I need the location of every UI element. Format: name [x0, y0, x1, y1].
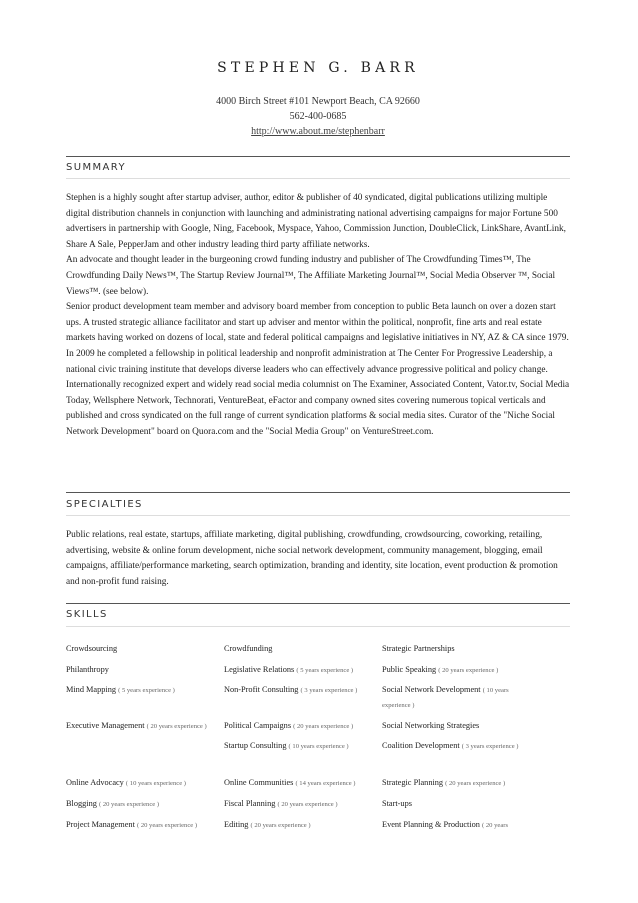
skill-name: Fiscal Planning — [224, 799, 276, 808]
skill-name: Mind Mapping — [66, 685, 117, 694]
skill-item — [66, 776, 222, 791]
skill-name: Project Management — [66, 820, 135, 829]
skill-item — [382, 719, 538, 734]
skill-item — [66, 642, 222, 657]
skill-item — [66, 797, 222, 812]
skill-experience: ( 3 years experience ) — [461, 743, 519, 750]
skill-name: Coalition Development — [382, 741, 460, 750]
skill-name: Online Communities — [224, 778, 294, 787]
section-underline — [66, 626, 570, 627]
skill-experience: ( 20 years experience ) — [146, 723, 207, 730]
skill-item — [224, 663, 380, 678]
skill-item — [224, 776, 380, 791]
phone: 562-400-0685 — [289, 111, 347, 122]
skill-name: Strategic Partnerships — [382, 644, 455, 653]
skill-item — [66, 719, 222, 734]
skill-experience: ( 20 years experience ) — [438, 667, 499, 674]
profile-link[interactable]: http://www.about.me/stephenbarr — [251, 126, 385, 137]
skill-item — [224, 818, 380, 833]
skill-experience: ( 20 years experience ) — [277, 801, 338, 808]
skill-name: Legislative Relations — [224, 665, 295, 674]
section-rule — [66, 603, 570, 604]
section-rule — [66, 492, 570, 493]
skill-experience: ( 14 years experience ) — [295, 780, 356, 787]
skill-name: Non-Profit Consulting — [224, 685, 299, 694]
skill-item — [382, 642, 538, 657]
skill-name: Start-ups — [382, 799, 412, 808]
skill-experience: ( 3 years experience ) — [300, 687, 358, 694]
skill-item — [66, 683, 222, 698]
skill-experience: ( 5 years experience ) — [118, 687, 175, 694]
skill-item — [382, 776, 538, 791]
section-underline — [66, 515, 570, 516]
skill-name: Public Speaking — [382, 665, 437, 674]
skill-name: Editing — [224, 820, 249, 829]
summary-heading: SUMMARY — [66, 162, 126, 173]
skill-name: Social Network Development — [382, 685, 481, 694]
skill-experience: ( 20 years experience ) — [293, 723, 354, 730]
skill-item — [224, 739, 380, 754]
skill-experience: ( 20 years experience ) — [98, 801, 160, 808]
address: 4000 Birch Street #101 Newport Beach, CA 92660 — [216, 96, 420, 107]
skill-name: Online Advocacy — [66, 778, 124, 787]
section-underline — [66, 178, 570, 179]
skill-name: Strategic Planning — [382, 778, 444, 787]
skill-item — [66, 818, 222, 833]
skill-item — [224, 683, 380, 698]
skills-heading: SKILLS — [66, 609, 108, 620]
skill-name: Blogging — [66, 799, 97, 808]
specialties-text: Public relations, real estate, startups, affiliate marketing, digital publishing, crowdfunding, crowdsourcing, coworking, retailing, advertising, website & online forum development, niche social network development, community management, blogging, email campaigns, affiliate/performance marketing, search optimization, branding and identity, site location, event production & promotion and non-profit fund raising. — [66, 530, 558, 587]
skill-name: Crowdfunding — [224, 644, 273, 653]
summary-paragraph: Senior product development team member and advisory board member from conception to public Beta launch on over a dozen start ups. A trusted strategic alliance facilitator and start up adviser and mentor within the political, nonprofit, fine arts and real estate markets having worked on dozens of local, state and federal political campaigns and legislative initiatives in NY, AZ & CA since 1979. In 2009 he completed a fellowship in political leadership and nonprofit administration at The Center For Progressive Leadership, a national civic training institute that develops diverse leaders who can effectively advance progressive political and policy change. — [66, 302, 569, 375]
specialties-heading: SPECIALTIES — [66, 499, 143, 510]
skill-item — [382, 683, 538, 713]
section-rule — [66, 156, 570, 157]
skill-experience: ( 20 years experience ) — [445, 780, 506, 787]
summary-paragraph: Stephen is a highly sought after startup adviser, author, editor & publisher of 40 syndicated, digital publications utilizing multiple digital distribution channels in conjunction with launching and administrating national advertising campaigns for major Fortune 500 advertisers in partnership with Google, Ning, Facebook, Myspace, Yahoo, Commission Junction, DoubleClick, LinkShare, AvantLink, Share A Sale, PepperJam and other industry leading third party affiliate networks. — [66, 193, 566, 250]
summary-paragraph: Internationally recognized expert and widely read social media columnist on The Examiner, Associated Content, Vator.tv, Social Media Today, Wellsphere Network, Technorati, VentureBeat, eFactor and company owned sites covering numerous topical verticals and published and cross syndicated on the full range of current syndication platforms & social media sites. Curator of the "Niche Social Network Development" board on Quora.com and the "Social Media Group" on VentureStreet.com. — [66, 380, 570, 437]
skill-name: Political Campaigns — [224, 721, 292, 730]
skill-name: Event Planning & Production — [382, 820, 480, 829]
skill-experience: ( 10 years experience ) — [288, 743, 349, 750]
skill-item — [382, 797, 538, 812]
skill-experience: ( 20 years — [482, 822, 509, 829]
skill-name: Executive Management — [66, 721, 145, 730]
skill-name: Social Networking Strategies — [382, 721, 480, 730]
candidate-name: STEPHEN G. BARR — [217, 60, 419, 76]
skill-experience: ( 10 years experience ) — [382, 687, 509, 709]
skill-item — [382, 818, 538, 833]
skill-item — [224, 797, 380, 812]
summary-text — [66, 191, 570, 441]
skill-experience: ( 20 years experience ) — [250, 822, 311, 829]
skill-name: Philanthropy — [66, 665, 109, 674]
skill-item — [224, 719, 380, 734]
skill-item — [224, 642, 380, 657]
skill-name: Startup Consulting — [224, 741, 287, 750]
skill-experience: ( 10 years experience ) — [125, 780, 186, 787]
skill-experience: ( 5 years experience ) — [296, 667, 354, 674]
skill-item — [382, 663, 538, 678]
skill-item — [66, 663, 222, 678]
skill-name: Crowdsourcing — [66, 644, 118, 653]
summary-paragraph: An advocate and thought leader in the burgeoning crowd funding industry and publisher of The Crowdfunding Times™, The Crowdfunding Daily News™, The Startup Review Journal™, The Affiliate Marketing Journal™, Social Media Observer ™, Social Views™. (see below). — [66, 255, 556, 297]
skill-item — [382, 739, 538, 754]
skill-experience: ( 20 years experience ) — [136, 822, 198, 829]
